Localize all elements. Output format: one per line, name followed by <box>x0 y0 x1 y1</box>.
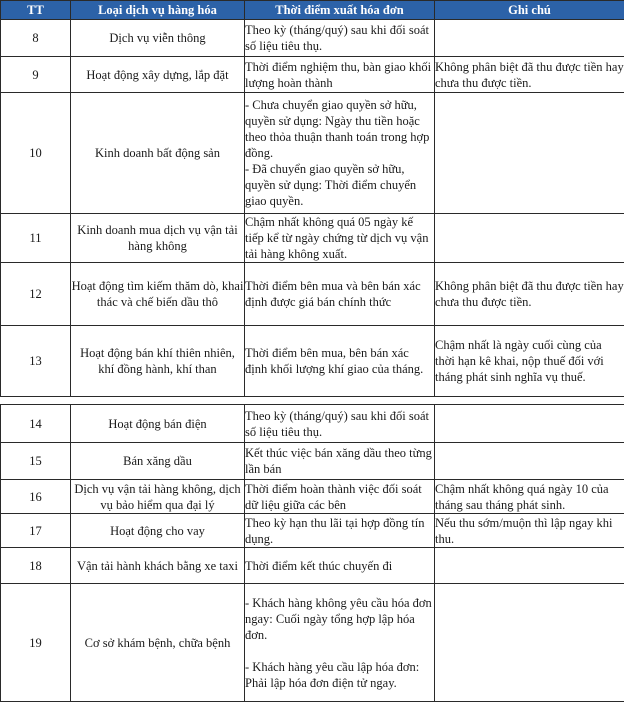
table-row <box>1 480 624 514</box>
paragraph-gap <box>245 643 434 659</box>
cell-tt: 13 <box>1 326 71 397</box>
cell-time <box>245 584 435 702</box>
cell-note <box>435 20 624 57</box>
cell-time <box>245 480 435 514</box>
cell-service: Vận tải hành khách bằng xe taxi <box>71 548 245 584</box>
cell-note <box>435 443 624 480</box>
cell-time-line: - Chưa chuyển giao quyền sở hữu, quyền sử dụng: Ngày thu tiền hoặc theo thỏa thuận thanh toán trong hợp đồng. <box>245 98 430 160</box>
cell-time-line: Theo kỳ hạn thu lãi tại hợp đồng tín dụng. <box>245 515 425 546</box>
table-row <box>1 326 624 397</box>
table-header-row <box>1 1 624 20</box>
cell-time <box>245 263 435 326</box>
cell-tt: 19 <box>1 584 71 702</box>
cell-tt: 15 <box>1 443 71 480</box>
cell-time-line: Thời điểm bên mua và bên bán xác định được giá bán chính thức <box>245 279 421 309</box>
cell-note <box>435 263 624 326</box>
table-row <box>1 20 624 57</box>
cell-time <box>245 514 435 548</box>
cell-service: Hoạt động bán điện <box>71 405 245 443</box>
table-row <box>1 514 624 548</box>
table-row <box>1 405 624 443</box>
cell-service: Cơ sở khám bệnh, chữa bệnh <box>71 584 245 702</box>
cell-time <box>245 20 435 57</box>
cell-service: Kinh doanh bất động sản <box>71 93 245 214</box>
cell-note <box>435 405 624 443</box>
cell-tt: 12 <box>1 263 71 326</box>
cell-note <box>435 584 624 702</box>
cell-note <box>435 326 624 397</box>
cell-service: Hoạt động cho vay <box>71 514 245 548</box>
cell-service: Dịch vụ vận tải hàng không, dịch vụ bảo hiểm qua đại lý <box>71 480 245 514</box>
cell-time <box>245 405 435 443</box>
invoice-timing-table-part-2 <box>0 404 624 702</box>
header-time: Thời điểm xuất hóa đơn <box>245 1 435 20</box>
cell-tt: 17 <box>1 514 71 548</box>
cell-note <box>435 57 624 93</box>
cell-note-line: Không phân biệt đã thu được tiền hay chưa thu được tiền. <box>435 279 624 309</box>
cell-note <box>435 480 624 514</box>
cell-note <box>435 514 624 548</box>
cell-note-line: Chậm nhất không quá ngày 10 của tháng sau tháng phát sinh. <box>435 481 609 512</box>
header-note: Ghi chú <box>435 1 624 20</box>
cell-service: Bán xăng dầu <box>71 443 245 480</box>
cell-time-line: Thời điểm hoàn thành việc đối soát dữ liệu giữa các bên <box>245 481 422 512</box>
cell-note <box>435 548 624 584</box>
cell-time-line: Thời điểm bên mua, bên bán xác định khối lượng khí giao của tháng. <box>245 346 424 376</box>
table-row <box>1 548 624 584</box>
cell-service: Dịch vụ viễn thông <box>71 20 245 57</box>
cell-time <box>245 326 435 397</box>
table-row <box>1 263 624 326</box>
cell-tt: 9 <box>1 57 71 93</box>
cell-time <box>245 93 435 214</box>
cell-tt: 10 <box>1 93 71 214</box>
cell-time <box>245 57 435 93</box>
cell-tt: 11 <box>1 214 71 263</box>
cell-time-line: - Đã chuyển giao quyền sở hữu, quyền sử dụng: Thời điểm chuyển giao quyền. <box>245 162 417 208</box>
cell-service: Hoạt động tìm kiếm thăm dò, khai thác và chế biến dầu thô <box>71 263 245 326</box>
cell-note <box>435 93 624 214</box>
cell-note-line: Chậm nhất là ngày cuối cùng của thời hạn kê khai, nộp thuế đối với tháng phát sinh nghĩa vụ thuế. <box>435 338 604 384</box>
table-row <box>1 584 624 702</box>
cell-note-line: Nếu thu sớm/muộn thì lập ngay khi thu. <box>435 515 613 546</box>
cell-tt: 18 <box>1 548 71 584</box>
cell-time-line: Chậm nhất không quá 05 ngày kế tiếp kể từ ngày chứng từ dịch vụ vận tải hàng không xuất. <box>245 215 429 261</box>
cell-tt: 14 <box>1 405 71 443</box>
cell-note <box>435 214 624 263</box>
cell-time-line: - Khách hàng yêu cầu lập hóa đơn: Phải lập hóa đơn điện tử ngay. <box>245 659 420 690</box>
cell-service: Hoạt động xây dựng, lắp đặt <box>71 57 245 93</box>
table-row <box>1 57 624 93</box>
header-tt: TT <box>1 1 71 20</box>
cell-tt: 16 <box>1 480 71 514</box>
cell-time <box>245 214 435 263</box>
cell-time-line: Thời điểm kết thúc chuyến đi <box>245 558 393 573</box>
cell-time-line: Kết thúc việc bán xăng dầu theo từng lần bán <box>245 446 432 476</box>
cell-note-line: Không phân biệt đã thu được tiền hay chưa thu được tiền. <box>435 59 624 90</box>
cell-time-line: Thời điểm nghiệm thu, bàn giao khối lượng hoàn thành <box>245 59 432 90</box>
table-row <box>1 214 624 263</box>
cell-tt: 8 <box>1 20 71 57</box>
cell-time <box>245 443 435 480</box>
table-row <box>1 93 624 214</box>
cell-service: Kinh doanh mua dịch vụ vận tải hàng không <box>71 214 245 263</box>
cell-time-line: Theo kỳ (tháng/quý) sau khi đối soát số liệu tiêu thụ. <box>245 23 429 53</box>
cell-service: Hoạt động bán khí thiên nhiên, khí đồng hành, khí than <box>71 326 245 397</box>
cell-time-line: - Khách hàng không yêu cầu hóa đơn ngay: Cuối ngày tổng hợp lập hóa đơn. <box>245 595 432 642</box>
cell-time-line: Theo kỳ (tháng/quý) sau khi đối soát số liệu tiêu thụ. <box>245 408 429 439</box>
table-row <box>1 443 624 480</box>
cell-time <box>245 548 435 584</box>
header-service: Loại dịch vụ hàng hóa <box>71 1 245 20</box>
